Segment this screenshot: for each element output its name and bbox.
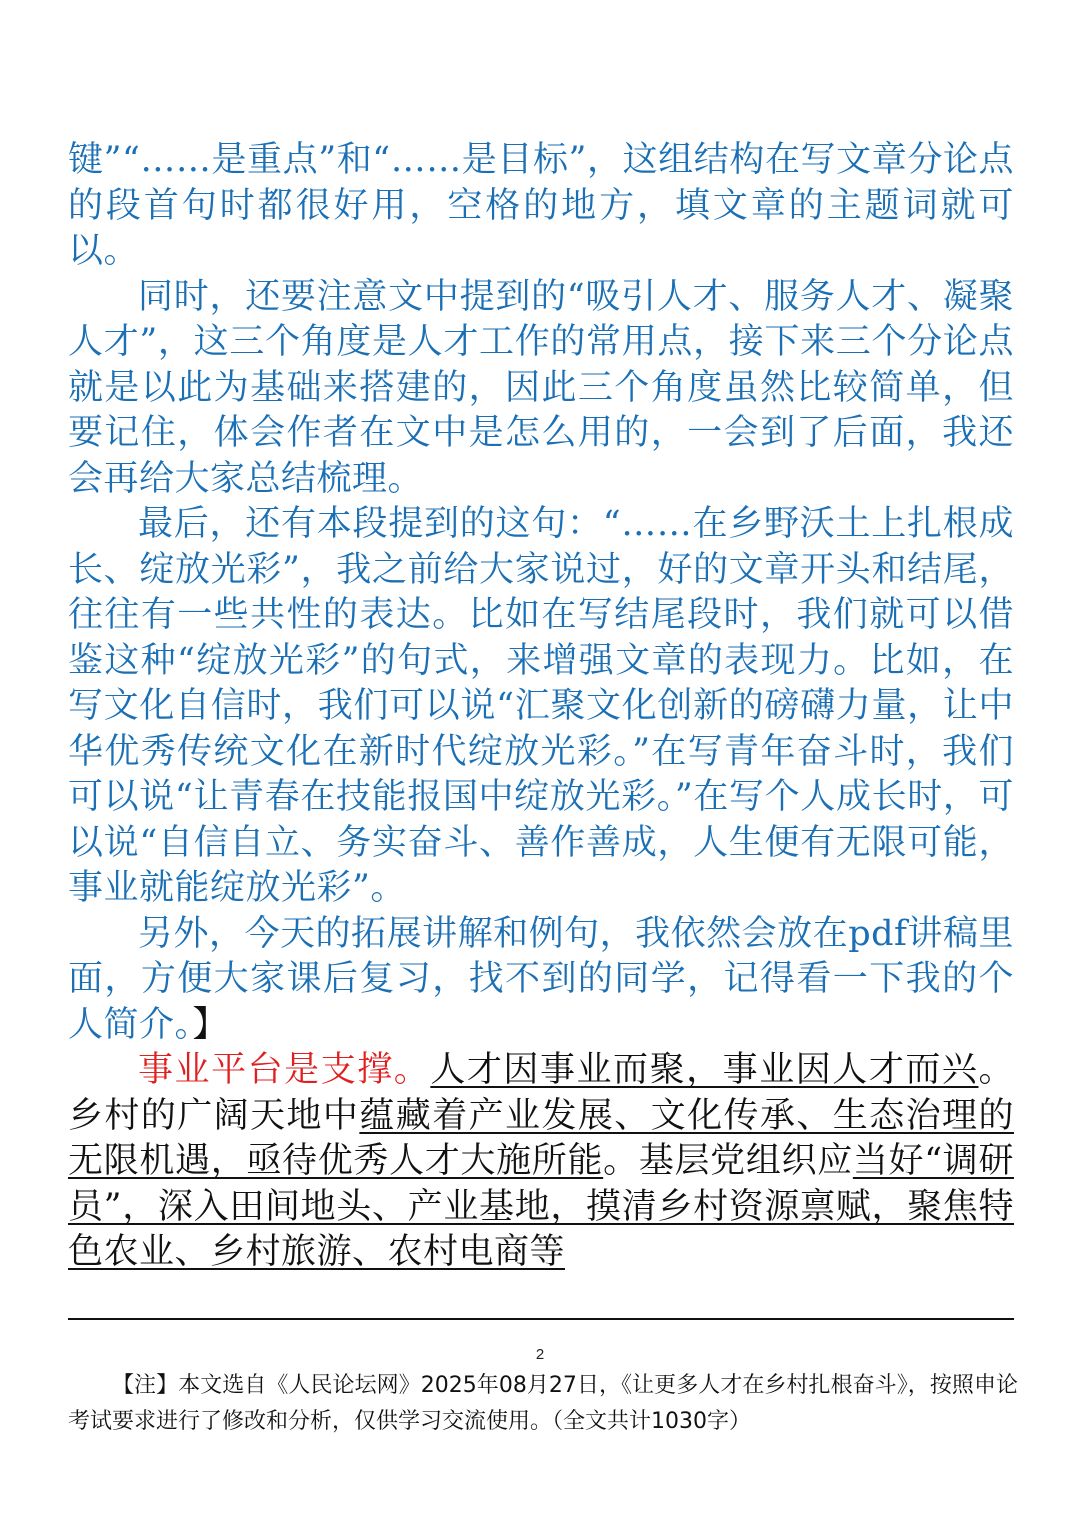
sentence-text: 。 <box>978 1050 1014 1090</box>
sentence-text: 。基层党组织应 <box>603 1141 853 1181</box>
source-footnote: 【注】本文选自《人民论坛网》2025年08月27日，《让更多人才在乡村扎根奋斗》，按照申论考试要求进行了修改和分析，仅供学习交流使用。（全文共计1030字） <box>68 1373 1018 1434</box>
closing-bracket: 】 <box>192 1004 229 1045</box>
paragraph-career-platform <box>68 1048 1014 1276</box>
paragraph-pdf-note-text: 另外，今天的拓展讲解和例句，我依然会放在pdf讲稿里面，方便大家课后复习，找不到的同学，记得看一下我的个人简介。 <box>68 913 1014 1045</box>
sentence-text: 乡村的广阔天地中 <box>68 1095 360 1136</box>
underlined-sentence: 当好“调研员”，深入田间地头、产业基地，摸清乡村资源禀赋，聚焦特色农业、乡村旅游、农村电商等 <box>68 1141 1014 1272</box>
bottom-underline-rule <box>68 1318 1014 1320</box>
section-lead-sentence: 事业平台是支撑。 <box>138 1050 431 1090</box>
paragraph-continued: 键”“……是重点”和“……是目标”，这组结构在写文章分论点的段首句时都很好用，空格的地方，填文章的主题词就可以。 <box>68 140 1014 271</box>
paragraph-pdf-note <box>68 912 1014 1049</box>
paragraph-shine-phrase: 最后，还有本段提到的这句：“……在乡野沃土上扎根成长、绽放光彩”，我之前给大家说过，好的文章开头和结尾，往往有一些共性的表达。比如在写结尾段时，我们就可以借鉴这种“绽放光彩”的句式，来增强文章的表现力。比如，在写文化自信时，我们可以说“汇聚文化创新的磅礴力量，让中华优秀传统文化在新时代绽放光彩。”在写青年奋斗时，我们可以说“让青春在技能报国中绽放光彩。”在写个人成长时，可以说“自信自立、务实奋斗、善作善成，人生便有无限可能，事业就能绽放光彩”。 <box>68 504 1014 908</box>
underlined-sentence: 人才因事业而聚，事业因人才而兴 <box>430 1050 979 1090</box>
paragraph-talent-angles: 同时，还要注意文中提到的“吸引人才、服务人才、凝聚人才”，这三个角度是人才工作的常用点，接下来三个分论点就是以此为基础来搭建的，因此三个角度虽然比较简单，但要记住，体会作者在文中是怎么用的，一会到了后面，我还会再给大家总结梳理。 <box>68 276 1014 499</box>
page-number: 2 <box>535 1346 545 1363</box>
document-body <box>68 138 1014 1276</box>
underlined-sentence: 蕴藏着产业发展、文化传承、生态治理的无限机遇，亟待优秀人才大施所能 <box>68 1095 1014 1181</box>
